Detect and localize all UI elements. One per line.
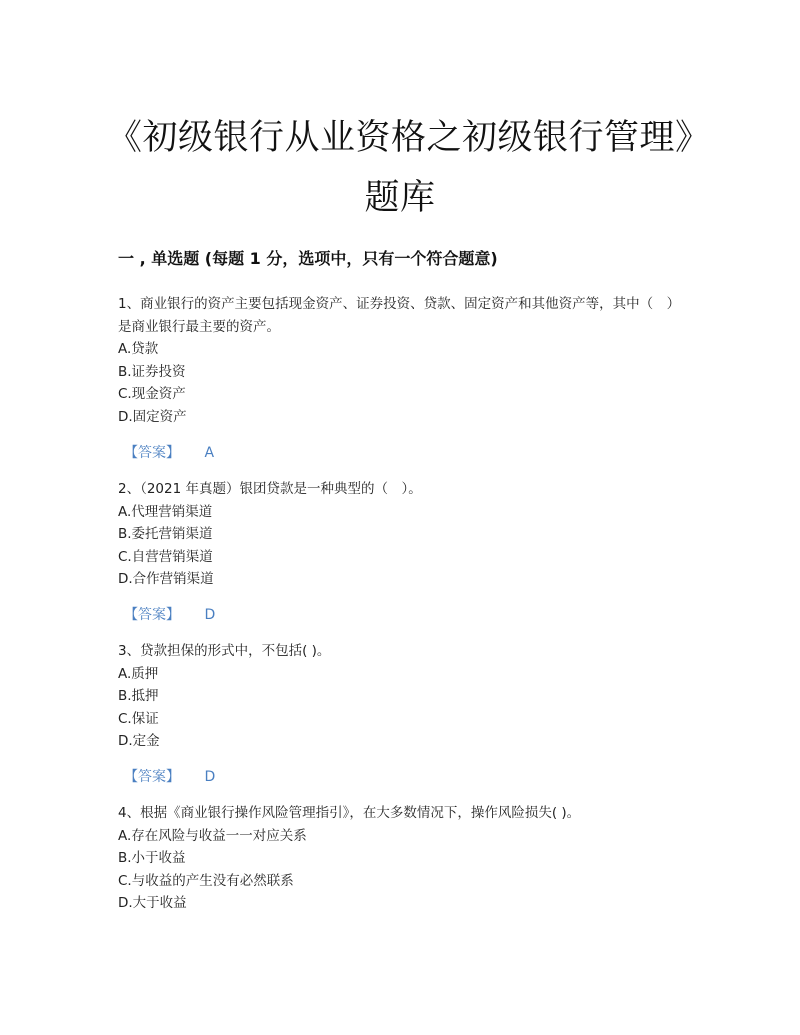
answer-row-3 [124, 766, 215, 786]
option-a: A.贷款 [118, 341, 159, 357]
document-title: 《初级银行从业资格之初级银行管理》题库 [106, 118, 693, 218]
option-c: C.保证 [118, 710, 159, 727]
question-stem: 2、（2021 年真题）银团贷款是一种典型的（ ）。 [118, 481, 422, 497]
answer-label: 【答案】 [124, 769, 180, 785]
question-4 [118, 802, 688, 915]
option-a: A.存在风险与收益一一对应关系 [118, 827, 307, 844]
answer-row-1 [124, 442, 214, 462]
option-c: C.现金资产 [118, 386, 186, 402]
question-stem: 1、商业银行的资产主要包括现金资产、证券投资、贷款、固定资产和其他资产等，其中（ ）是商业银行最主要的资产。 [118, 296, 681, 335]
option-d: D.合作营销渠道 [118, 571, 214, 587]
option-c: C.与收益的产生没有必然联系 [118, 872, 294, 889]
question-3 [118, 640, 688, 753]
answer-label: 【答案】 [124, 445, 180, 461]
answer-label: 【答案】 [124, 607, 180, 623]
answer-value: D [204, 607, 216, 623]
option-d: D.固定资产 [118, 408, 187, 425]
option-b: B.抵押 [118, 688, 159, 704]
question-2 [118, 478, 688, 591]
answer-row-2 [124, 604, 215, 624]
answer-value: A [204, 445, 215, 461]
option-b: B.委托营销渠道 [118, 526, 213, 542]
question-stem: 4、根据《商业银行操作风险管理指引》，在大多数情况下，操作风险损失( )。 [118, 805, 581, 821]
option-d: D.大于收益 [118, 895, 187, 911]
question-1 [118, 293, 688, 428]
option-b: B.证券投资 [118, 363, 186, 380]
section-heading: 一 , 单选题 (每题 1 分，选项中，只有一个符合题意) [118, 249, 498, 268]
option-c: C.自营营销渠道 [118, 548, 213, 565]
option-b: B.小于收益 [118, 850, 186, 866]
option-a: A.质押 [118, 665, 159, 682]
answer-value: D [204, 769, 216, 785]
question-stem: 3、贷款担保的形式中，不包括( )。 [118, 643, 331, 659]
option-d: D.定金 [118, 733, 160, 749]
option-a: A.代理营销渠道 [118, 503, 213, 520]
